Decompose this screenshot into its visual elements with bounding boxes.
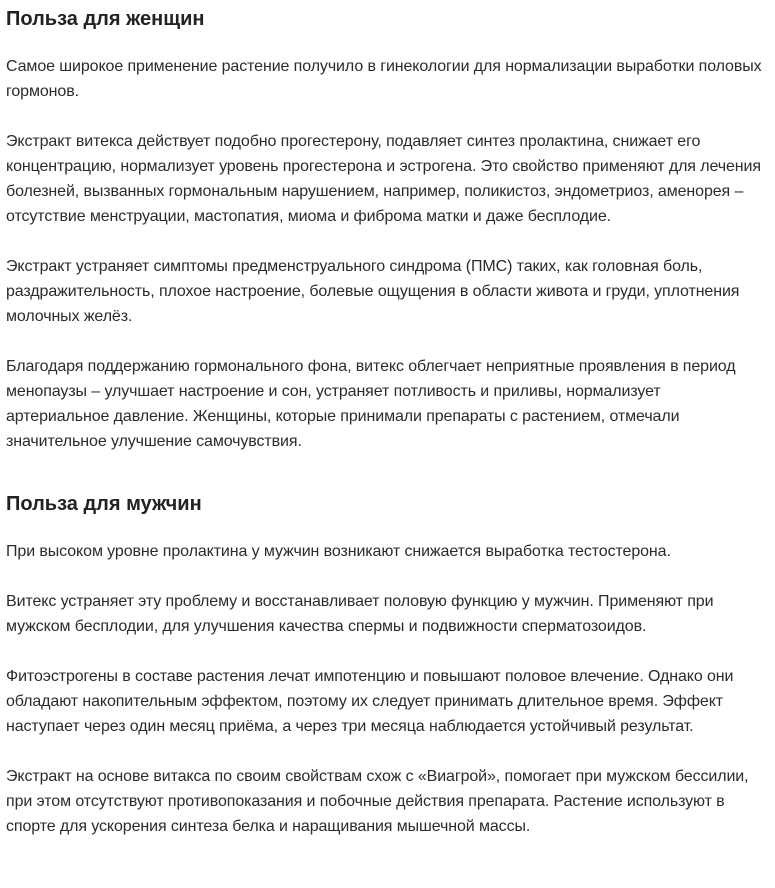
- paragraph: Экстракт устраняет симптомы предменструального синдрома (ПМС) таких, как головная боль, раздражительность, плохое настроение, болевые ощущения в области живота и груди, уплотнения молочных желёз.: [6, 258, 740, 325]
- section-heading-men: Польза для мужчин: [6, 493, 202, 515]
- paragraph: Экстракт на основе витакса по своим свойствам схож с «Виагрой», помогает при мужском бессилии, при этом отсутствуют противопоказания и побочные действия препарата. Растение используют в спорте для ускорения синтеза белка и наращивания мышечной массы.: [6, 768, 749, 835]
- section-heading-women: Польза для женщин: [6, 8, 205, 30]
- paragraph: Экстракт витекса действует подобно прогестерону, подавляет синтез пролактина, снижает его концентрацию, нормализует уровень прогестерона и эстрогена. Это свойство применяют для лечения болезней, вызванных гормональным нарушением, например, поликистоз, эндометриоз, аменорея – отсутствие менструации, мастопатия, миома и фиброма матки и даже бесплодие.: [6, 133, 761, 225]
- paragraph: Витекс устраняет эту проблему и восстанавливает половую функцию у мужчин. Применяют при мужском бесплодии, для улучшения качества спермы и подвижности сперматозоидов.: [6, 593, 714, 635]
- paragraph: Самое широкое применение растение получило в гинекологии для нормализации выработки половых гормонов.: [6, 58, 762, 100]
- paragraph: При высоком уровне пролактина у мужчин возникают снижается выработка тестостерона.: [6, 543, 671, 560]
- paragraph: Благодаря поддержанию гормонального фона, витекс облегчает неприятные проявления в период менопаузы – улучшает настроение и сон, устраняет потливость и приливы, нормализует артериальное давление. Женщины, которые принимали препараты с растением, отмечали значительное улучшение самочувствия.: [6, 358, 736, 450]
- paragraph: Фитоэстрогены в составе растения лечат импотенцию и повышают половое влечение. Однако они обладают накопительным эффектом, поэтому их следует принимать длительное время. Эффект наступает через один месяц приёма, а через три месяца наблюдается устойчивый результат.: [6, 668, 734, 735]
